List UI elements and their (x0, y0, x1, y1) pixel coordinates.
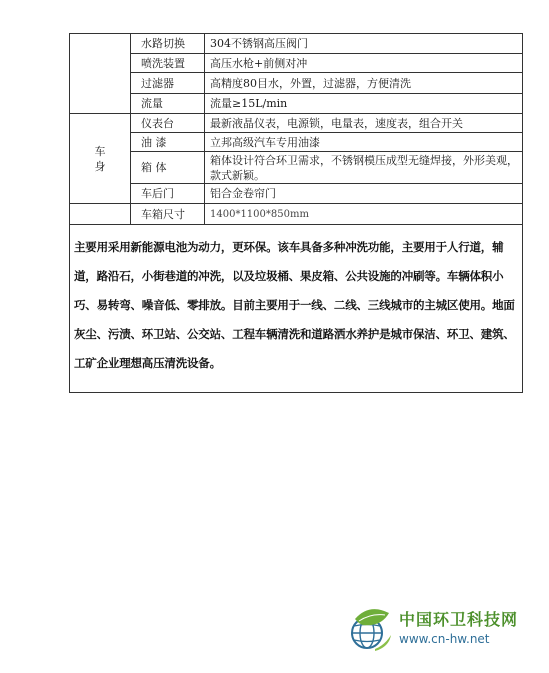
table-row (70, 34, 523, 54)
row-label: 流量 (131, 94, 205, 114)
row-label: 过滤器 (131, 73, 205, 94)
group-label: 车 身 (94, 144, 106, 173)
row-value: 铝合金卷帘门 (205, 184, 523, 204)
globe-leaf-icon (345, 605, 393, 653)
row-value: 304不锈钢高压阀门 (205, 34, 523, 54)
group-cell-empty (70, 204, 131, 225)
row-value: 箱体设计符合环卫需求，不锈钢模压成型无缝焊接，外形美观，款式新颖。 (205, 152, 523, 184)
row-label: 喷洗装置 (131, 54, 205, 73)
row-value: 最新液晶仪表，电源锁，电量表，速度表，组合开关 (205, 114, 523, 133)
group-label-cell (70, 114, 131, 204)
row-value: 流量≥15L/min (205, 94, 523, 114)
row-value: 高压水枪+前侧对冲 (205, 54, 523, 73)
row-label: 车后门 (131, 184, 205, 204)
table-row (70, 73, 523, 94)
logo-name: 中国环卫科技网 (399, 610, 519, 629)
row-value: 立邦高级汽车专用油漆 (205, 133, 523, 152)
table-row (70, 94, 523, 114)
row-label: 油 漆 (131, 133, 205, 152)
logo-url: www.cn-hw.net (399, 632, 490, 646)
table-row (70, 184, 523, 204)
table-row (70, 54, 523, 73)
row-label: 水路切换 (131, 34, 205, 54)
row-label: 箱 体 (131, 152, 205, 184)
row-label: 车箱尺寸 (131, 204, 205, 225)
table-row (70, 114, 523, 133)
table-row (70, 152, 523, 184)
row-value: 高精度80目水，外置，过滤器，方便清洗 (205, 73, 523, 94)
table-row (70, 204, 523, 225)
group-cell-empty (70, 34, 131, 114)
site-logo (345, 605, 535, 655)
summary-paragraph: 主要用采用新能源电池为动力，更环保。该车具备多种冲洗功能，主要用于人行道，辅道，路沿石，小街巷道的冲洗，以及垃圾桶、果皮箱、公共设施的冲刷等。车辆体积小巧、易转弯、噪音低、零排放。目前主要用于一线、二线、三线城市的主城区使用。地面灰尘、污渍、环卫站、公交站、工程车辆清洗和道路洒水养护是城市保洁、环卫、建筑、工矿企业理想高压清洗设备。 (69, 225, 523, 393)
row-label: 仪表台 (131, 114, 205, 133)
table-row (70, 133, 523, 152)
spec-table (69, 33, 523, 225)
row-value: 1400*1100*850mm (205, 204, 523, 225)
